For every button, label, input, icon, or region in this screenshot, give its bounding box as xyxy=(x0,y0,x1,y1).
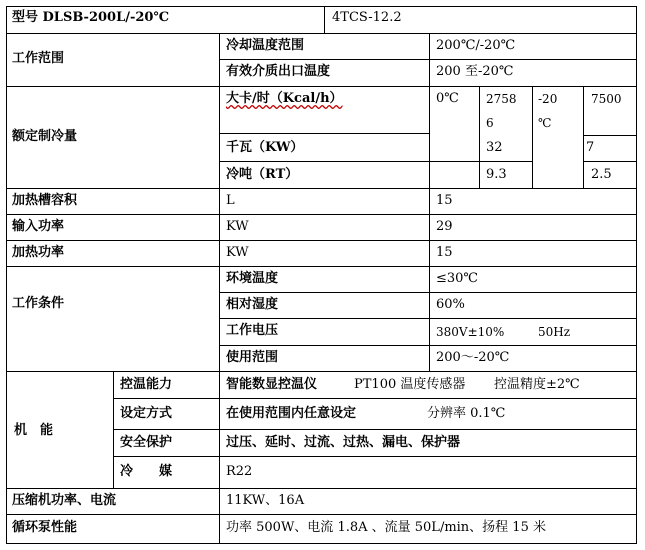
kw-value-b: 7 xyxy=(586,140,595,155)
temp-control-value-1: 智能数显控温仪 xyxy=(226,377,318,392)
function-label: 机 能 xyxy=(14,423,54,438)
outlet-temp-value: 200 至-20℃ xyxy=(436,64,514,79)
temp-control-value-2: PT100 温度传感器 xyxy=(354,377,466,392)
frequency-value: 50Hz xyxy=(538,325,571,339)
safety-label: 安全保护 xyxy=(120,435,173,450)
pump-value: 功率 500W、电流 1.8A 、流量 50L/min、扬程 15 米 xyxy=(226,520,546,535)
compressor-value: 11KW、16A xyxy=(226,493,305,508)
compressor-label: 压缩机功率、电流 xyxy=(12,493,117,508)
heat-power-value: 15 xyxy=(436,245,453,260)
model-code: 4TCS-12.2 xyxy=(332,10,402,25)
use-range-label: 使用范围 xyxy=(226,350,279,365)
input-power-label: 输入功率 xyxy=(12,219,65,234)
use-range-value: 200～-20℃ xyxy=(436,350,510,365)
tank-volume-label: 加热槽容积 xyxy=(12,193,78,208)
setting-mode-label: 设定方式 xyxy=(120,406,173,421)
rt-value-a: 9.3 xyxy=(486,167,507,182)
ambient-temp-label: 环境温度 xyxy=(226,271,279,286)
kcal-label: 大卡/时（Kcal/h） xyxy=(226,91,343,106)
voltage-label: 工作电压 xyxy=(226,323,279,338)
kcal-value-a-line1: 2758 xyxy=(486,92,517,106)
work-conditions-label: 工作条件 xyxy=(12,296,65,311)
temp-control-label: 控温能力 xyxy=(120,377,173,392)
refrigerant-label: 冷 媒 xyxy=(120,464,173,479)
capacity-temp-b-line2: ℃ xyxy=(538,116,552,130)
outlet-temp-label: 有效介质出口温度 xyxy=(226,64,331,79)
input-power-unit: KW xyxy=(226,219,249,234)
kw-label: 千瓦（KW） xyxy=(226,140,304,155)
setting-mode-value-2: 分辨率 0.1℃ xyxy=(427,406,506,421)
cooling-range-label: 冷却温度范围 xyxy=(226,38,305,53)
heat-power-label: 加热功率 xyxy=(12,245,65,260)
voltage-value: 380V±10% xyxy=(436,325,505,339)
kw-value-a: 32 xyxy=(486,140,503,155)
rt-label: 冷吨（RT） xyxy=(226,167,299,182)
refrigerant-value: R22 xyxy=(226,464,253,479)
kcal-value-a-line2: 6 xyxy=(486,116,494,130)
pump-label: 循环泵性能 xyxy=(12,520,78,535)
ambient-temp-value: ≤30℃ xyxy=(436,271,478,286)
heat-power-unit: KW xyxy=(226,245,249,260)
model-title: 型号 DLSB-200L/-20℃ xyxy=(12,10,170,25)
setting-mode-value-1: 在使用范围内任意设定 xyxy=(226,406,357,421)
rated-capacity-label: 额定制冷量 xyxy=(12,129,78,144)
humidity-label: 相对湿度 xyxy=(226,297,279,312)
cooling-range-value: 200℃/-20℃ xyxy=(436,38,516,53)
input-power-value: 29 xyxy=(436,219,453,234)
rt-value-b: 2.5 xyxy=(591,167,612,182)
kcal-value-b: 7500 xyxy=(591,92,622,106)
tank-volume-unit: L xyxy=(226,193,235,208)
capacity-temp-a: 0℃ xyxy=(436,91,459,106)
temp-control-value-3: 控温精度±2℃ xyxy=(494,377,580,392)
tank-volume-value: 15 xyxy=(436,193,453,208)
safety-value: 过压、延时、过流、过热、漏电、保护器 xyxy=(226,435,461,450)
humidity-value: 60% xyxy=(436,297,465,312)
capacity-temp-b-line1: -20 xyxy=(538,92,558,106)
work-range-label: 工作范围 xyxy=(12,51,65,66)
